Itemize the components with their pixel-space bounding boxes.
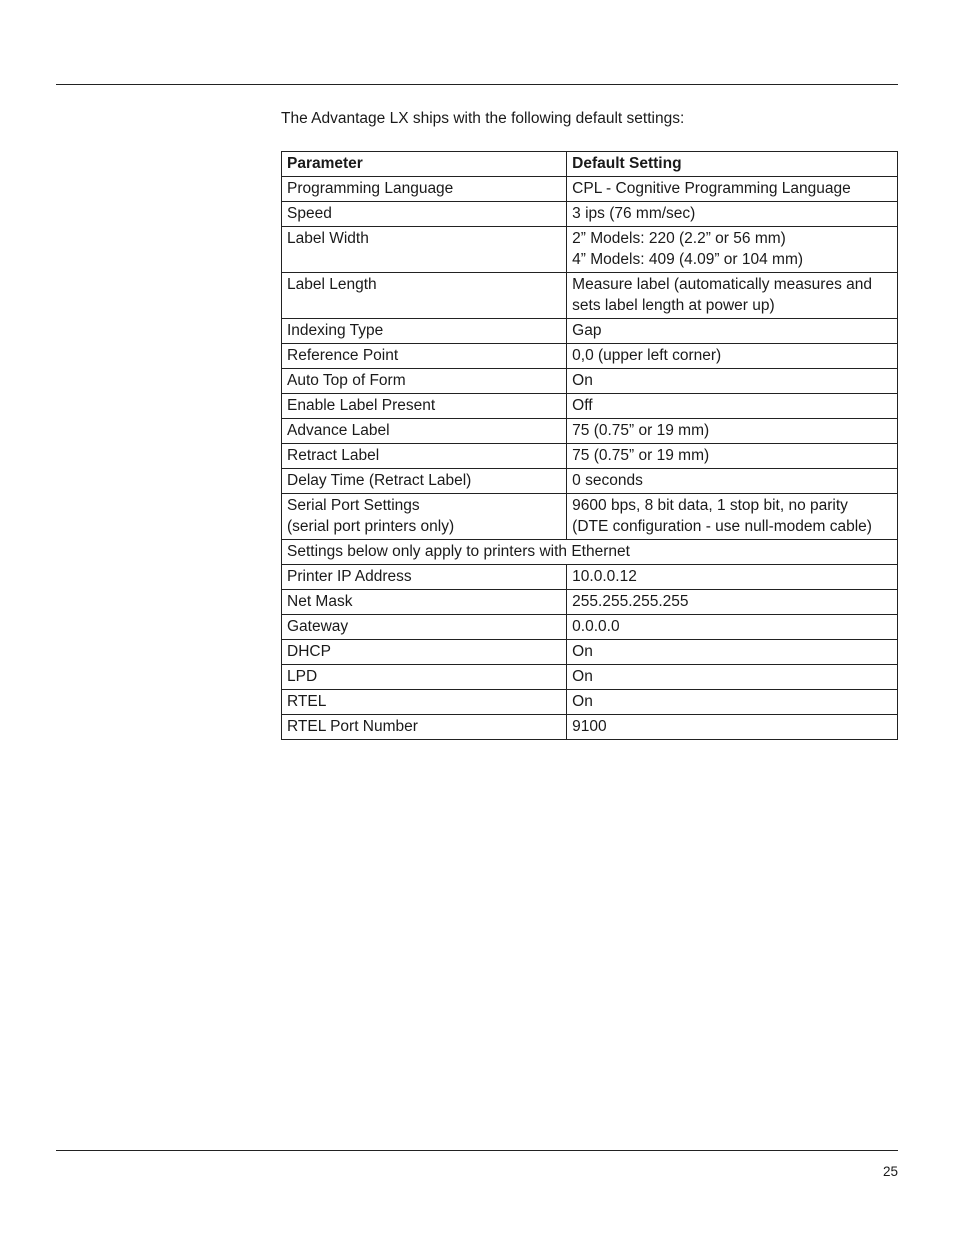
default-setting-text: On (572, 668, 593, 685)
default-setting-text: 75 (0.75” or 19 mm) (572, 447, 710, 464)
default-setting-cell (567, 715, 898, 740)
default-setting-cell (567, 369, 898, 394)
header-rule (56, 84, 898, 85)
default-setting-text: CPL - Cognitive Programming Language (572, 180, 851, 197)
default-setting-text: 75 (0.75” or 19 mm) (572, 422, 710, 439)
parameter-text: Indexing Type (287, 322, 384, 339)
parameter-cell (282, 469, 567, 494)
parameter-text: RTEL (287, 693, 327, 710)
default-setting-text: 10.0.0.12 (572, 568, 637, 585)
table-row (282, 590, 898, 615)
parameter-text: Retract Label (287, 447, 380, 464)
table-row (282, 469, 898, 494)
table-row (282, 565, 898, 590)
default-setting-text: 0,0 (upper left corner) (572, 347, 722, 364)
table-row (282, 202, 898, 227)
parameter-text: Programming Language (287, 180, 454, 197)
table-row (282, 344, 898, 369)
parameter-text: (serial port printers only) (287, 518, 455, 535)
table-body (282, 177, 898, 740)
default-setting-cell (567, 177, 898, 202)
table-row (282, 319, 898, 344)
default-setting-text: 2” Models: 220 (2.2” or 56 mm) (572, 230, 786, 247)
default-setting-cell (567, 565, 898, 590)
parameter-cell (282, 419, 567, 444)
default-setting-text: Off (572, 397, 593, 414)
column-header-parameter: Parameter (282, 152, 567, 177)
default-setting-cell (567, 590, 898, 615)
parameter-cell (282, 273, 567, 319)
default-setting-text: 9100 (572, 718, 607, 735)
default-setting-cell (567, 319, 898, 344)
default-setting-text: 255.255.255.255 (572, 593, 689, 610)
footer-rule (56, 1150, 898, 1151)
default-setting-text: On (572, 372, 593, 389)
default-setting-text: sets label length at power up) (572, 297, 775, 314)
table-row (282, 540, 898, 565)
default-setting-text: 0.0.0.0 (572, 618, 620, 635)
parameter-cell (282, 202, 567, 227)
parameter-text: Auto Top of Form (287, 372, 406, 389)
default-setting-cell (567, 227, 898, 273)
parameter-text: Enable Label Present (287, 397, 436, 414)
parameter-cell (282, 494, 567, 540)
parameter-text: Net Mask (287, 593, 353, 610)
parameter-cell (282, 665, 567, 690)
parameter-cell (282, 640, 567, 665)
table-header-row (282, 152, 898, 177)
table-row (282, 227, 898, 273)
parameter-text: Label Length (287, 276, 377, 293)
default-setting-text: (DTE configuration - use null-modem cable) (572, 518, 872, 535)
default-setting-cell (567, 419, 898, 444)
table-row (282, 615, 898, 640)
parameter-text: Serial Port Settings (287, 497, 420, 514)
table-row (282, 494, 898, 540)
parameter-cell (282, 615, 567, 640)
table-row (282, 369, 898, 394)
default-setting-text: 9600 bps, 8 bit data, 1 stop bit, no parity (572, 497, 848, 514)
default-setting-text: 3 ips (76 mm/sec) (572, 205, 696, 222)
parameter-text: Speed (287, 205, 332, 222)
column-header-default-setting: Default Setting (567, 152, 898, 177)
default-setting-cell (567, 394, 898, 419)
parameter-cell (282, 444, 567, 469)
parameter-text: Delay Time (Retract Label) (287, 472, 472, 489)
table-row (282, 715, 898, 740)
default-setting-text: Measure label (automatically measures and (572, 276, 872, 293)
default-setting-cell (567, 690, 898, 715)
default-setting-text: 0 seconds (572, 472, 643, 489)
parameter-text: RTEL Port Number (287, 718, 418, 735)
default-setting-cell (567, 273, 898, 319)
parameter-cell (282, 394, 567, 419)
table-row (282, 640, 898, 665)
default-setting-text: Gap (572, 322, 602, 339)
parameter-cell (282, 590, 567, 615)
page-number: 25 (882, 1164, 898, 1179)
default-setting-cell (567, 640, 898, 665)
parameter-cell (282, 177, 567, 202)
default-setting-text: On (572, 693, 593, 710)
default-setting-cell (567, 469, 898, 494)
parameter-cell (282, 690, 567, 715)
parameter-cell (282, 344, 567, 369)
parameter-text: Advance Label (287, 422, 390, 439)
parameter-text: Gateway (287, 618, 349, 635)
parameter-text: LPD (287, 668, 318, 685)
table-row (282, 273, 898, 319)
table-row (282, 690, 898, 715)
parameter-cell (282, 227, 567, 273)
intro-text: The Advantage LX ships with the following default settings: (281, 110, 685, 127)
default-setting-cell (567, 615, 898, 640)
parameter-cell (282, 369, 567, 394)
default-setting-cell (567, 344, 898, 369)
default-setting-text: 4” Models: 409 (4.09” or 104 mm) (572, 251, 804, 268)
table-row (282, 394, 898, 419)
default-setting-text: On (572, 643, 593, 660)
table-row (282, 444, 898, 469)
parameter-text: Label Width (287, 230, 369, 247)
table-row (282, 177, 898, 202)
section-note-cell: Settings below only apply to printers with Ethernet (282, 540, 898, 565)
default-setting-cell (567, 494, 898, 540)
default-setting-cell (567, 444, 898, 469)
parameter-cell (282, 715, 567, 740)
parameter-cell (282, 319, 567, 344)
default-settings-table (281, 151, 898, 740)
default-setting-cell (567, 665, 898, 690)
parameter-cell (282, 565, 567, 590)
table-row (282, 419, 898, 444)
parameter-text: Printer IP Address (287, 568, 412, 585)
table-row (282, 665, 898, 690)
parameter-text: DHCP (287, 643, 331, 660)
default-setting-cell (567, 202, 898, 227)
parameter-text: Reference Point (287, 347, 399, 364)
